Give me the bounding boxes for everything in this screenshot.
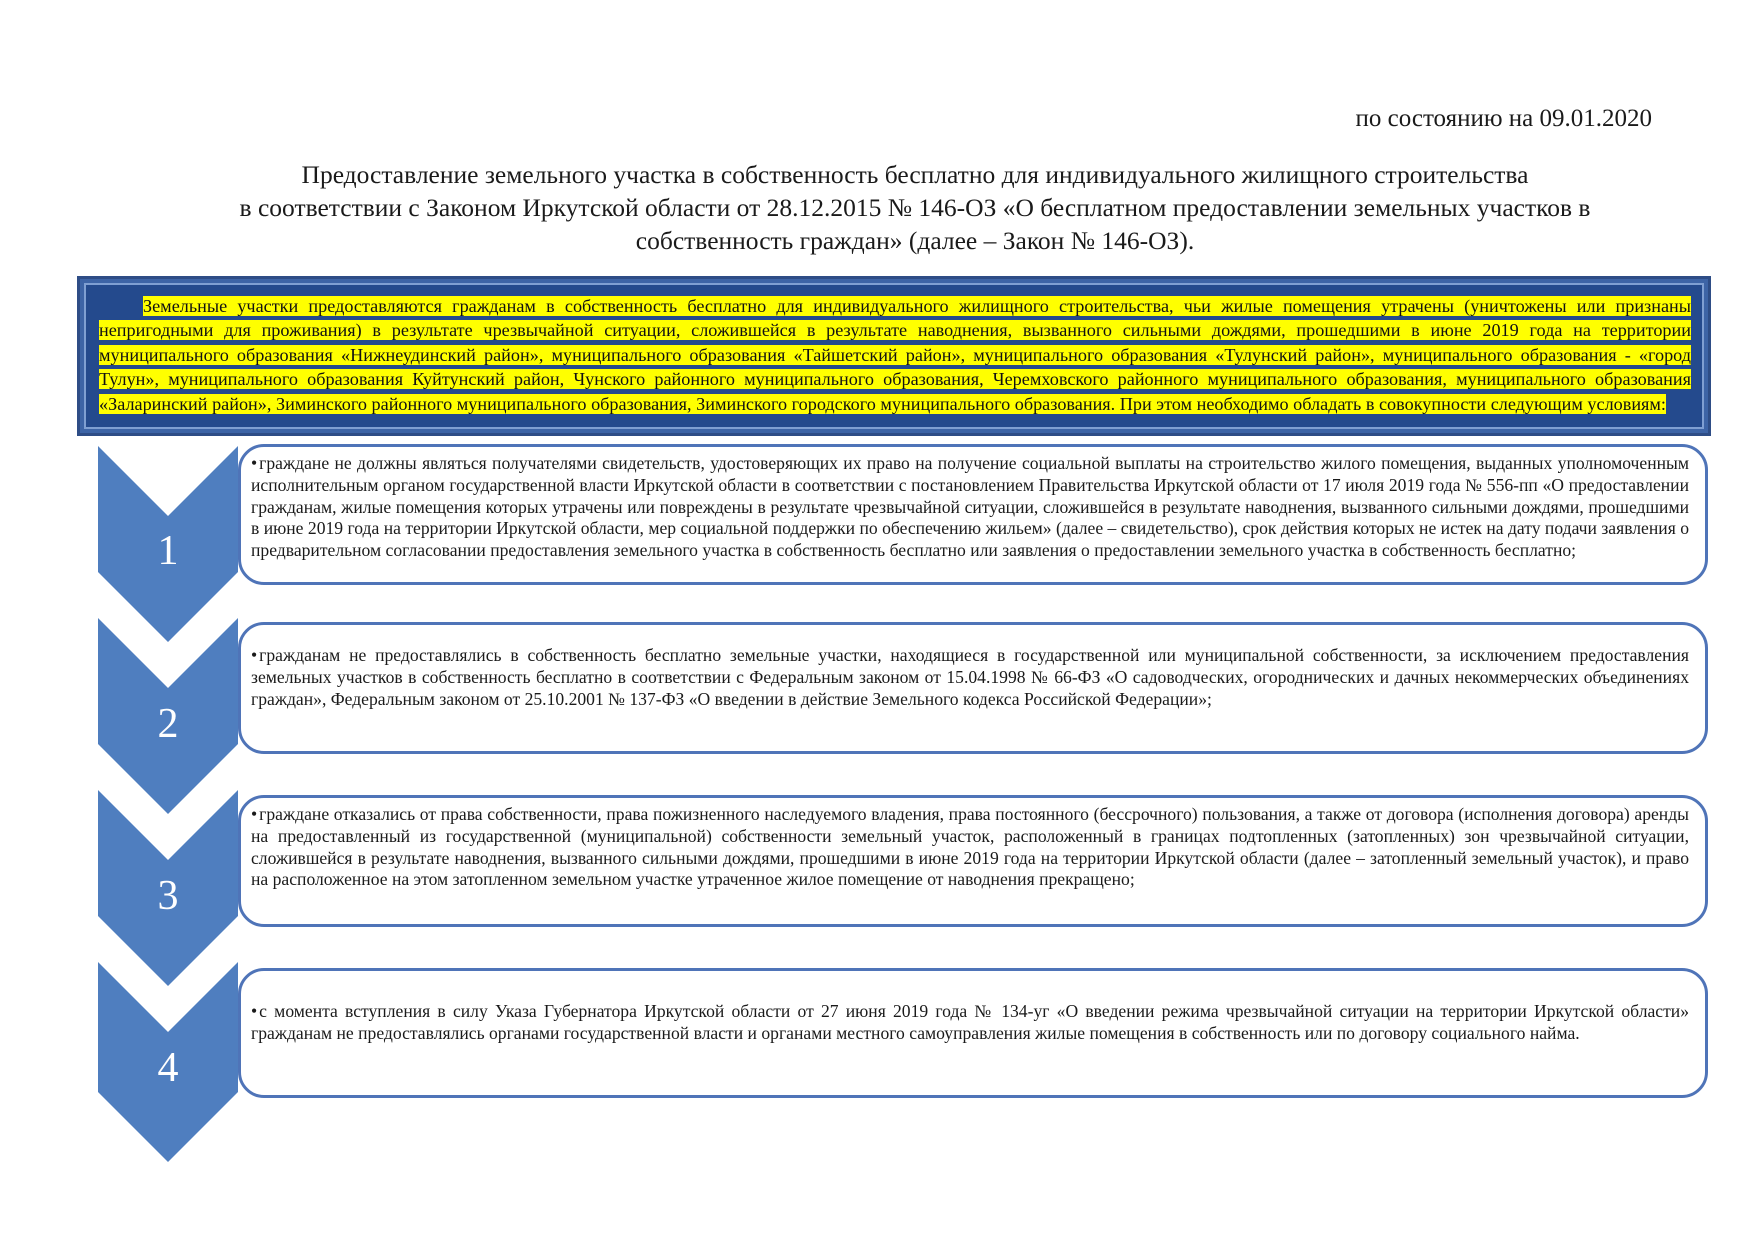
condition-text-1 bbox=[251, 453, 1689, 562]
page-title bbox=[90, 158, 1740, 257]
intro-inner bbox=[84, 283, 1704, 429]
bullet-icon: • bbox=[251, 804, 258, 824]
step-3-number: 3 bbox=[157, 873, 179, 919]
bullet-icon: • bbox=[251, 645, 258, 665]
intro-highlight: Земельные участки предоставляются гражданам в собственность бесплатно для индивидуального жилищного строительства, чьи жилые помещения утрачены (уничтожены или признаны непригодными для проживания) в результате чрезвычайной ситуации, сложившейся в результате наводнения, вызванного сильными дождями, прошедшими в июне 2019 года на территории муниципального образования «Нижнеудинский район», муниципального образования «Тайшетский район», муниципального образования «Тулунский район», муниципального образования - «город Тулун», муниципального образования Куйтунский район, Чунского районного муниципального образования, Черемховского районного муниципального образования, муниципального образования «Заларинский район», Зиминского районного муниципального образования, Зиминского городского муниципального образования. При этом необходимо обладать в совокупности следующим условиям: bbox=[99, 296, 1691, 414]
step-2-number: 2 bbox=[157, 701, 179, 747]
step-4-number: 4 bbox=[157, 1045, 179, 1091]
status-date: по состоянию на 09.01.2020 bbox=[1355, 105, 1652, 132]
condition-body-1: граждане не должны являться получателями свидетельств, удостоверяющих их право на получение социальной выплаты на строительство жилого помещения, выданных уполномоченным исполнительным органом государственной власти Иркутской области в соответствии с постановлением Правительства Иркутской области от 17 июля 2019 года № 556-пп «О предоставлении гражданам, жилые помещения которых утрачены или повреждены в результате чрезвычайной ситуации, сложившейся в результате наводнения, вызванного сильными дождями, прошедшими в июне 2019 года на территории Иркутской области, мер социальной поддержки по обеспечению жильем» (далее – свидетельство), срок действия которых не истек на дату подачи заявления о предварительном согласовании предоставления земельного участка в собственность бесплатно или заявления о предоставлении земельного участка в собственность бесплатно; bbox=[251, 453, 1689, 561]
condition-card-4 bbox=[238, 968, 1708, 1098]
condition-text-3 bbox=[251, 804, 1689, 891]
condition-body-3: граждане отказались от права собственности, права пожизненного наследуемого владения, права постоянного (бессрочного) пользования, а также от договора (исполнения договора) аренды на предоставленный из государственной (муниципальной) собственности земельный участок, расположенный в границах подтопленных (затопленных) зон чрезвычайной ситуации, сложившейся в результате наводнения, вызванного сильными дождями, прошедшими в июне 2019 года на территории Иркутской области (далее – затопленный земельный участок), и право на расположенное на этом затопленном земельном участке утраченное жилое помещение от наводнения прекращено; bbox=[251, 804, 1689, 890]
condition-body-2: гражданам не предоставлялись в собственность бесплатно земельные участки, находящиеся в государственной или муниципальной собственности, за исключением предоставления земельных участков в собственность бесплатно в соответствии с Федеральным законом от 15.04.1998 № 66-ФЗ «О садоводческих, огороднических и дачных некоммерческих объединениях граждан», Федеральным законом от 25.10.2001 № 137-ФЗ «О введении в действие Земельного кодекса Российской Федерации»; bbox=[251, 645, 1689, 709]
bullet-icon: • bbox=[251, 453, 258, 473]
bullet-icon: • bbox=[251, 1001, 258, 1021]
step-1-number: 1 bbox=[157, 528, 179, 574]
intro-box bbox=[77, 276, 1711, 436]
title-line-3: собственность граждан» (далее – Закон № 146-ОЗ). bbox=[635, 226, 1195, 255]
condition-text-2 bbox=[251, 645, 1689, 710]
title-line-1: Предоставление земельного участка в собственность бесплатно для индивидуального жилищного строительства bbox=[301, 160, 1529, 189]
intro-paragraph bbox=[99, 294, 1691, 416]
condition-card-2 bbox=[238, 622, 1708, 754]
title-line-2: в соответствии с Законом Иркутской области от 28.12.2015 № 146-ОЗ «О бесплатном предоставлении земельных участков в bbox=[239, 193, 1591, 222]
condition-card-3 bbox=[238, 795, 1708, 927]
condition-text-4 bbox=[251, 1001, 1689, 1045]
condition-card-1 bbox=[238, 444, 1708, 585]
condition-body-4: с момента вступления в силу Указа Губернатора Иркутской области от 27 июня 2019 года № 134-уг «О введении режима чрезвычайной ситуации на территории Иркутской области» гражданам не предоставлялись органами государственной власти и органами местного самоуправления жилые помещения в собственность или по договору социального найма. bbox=[251, 1001, 1689, 1043]
